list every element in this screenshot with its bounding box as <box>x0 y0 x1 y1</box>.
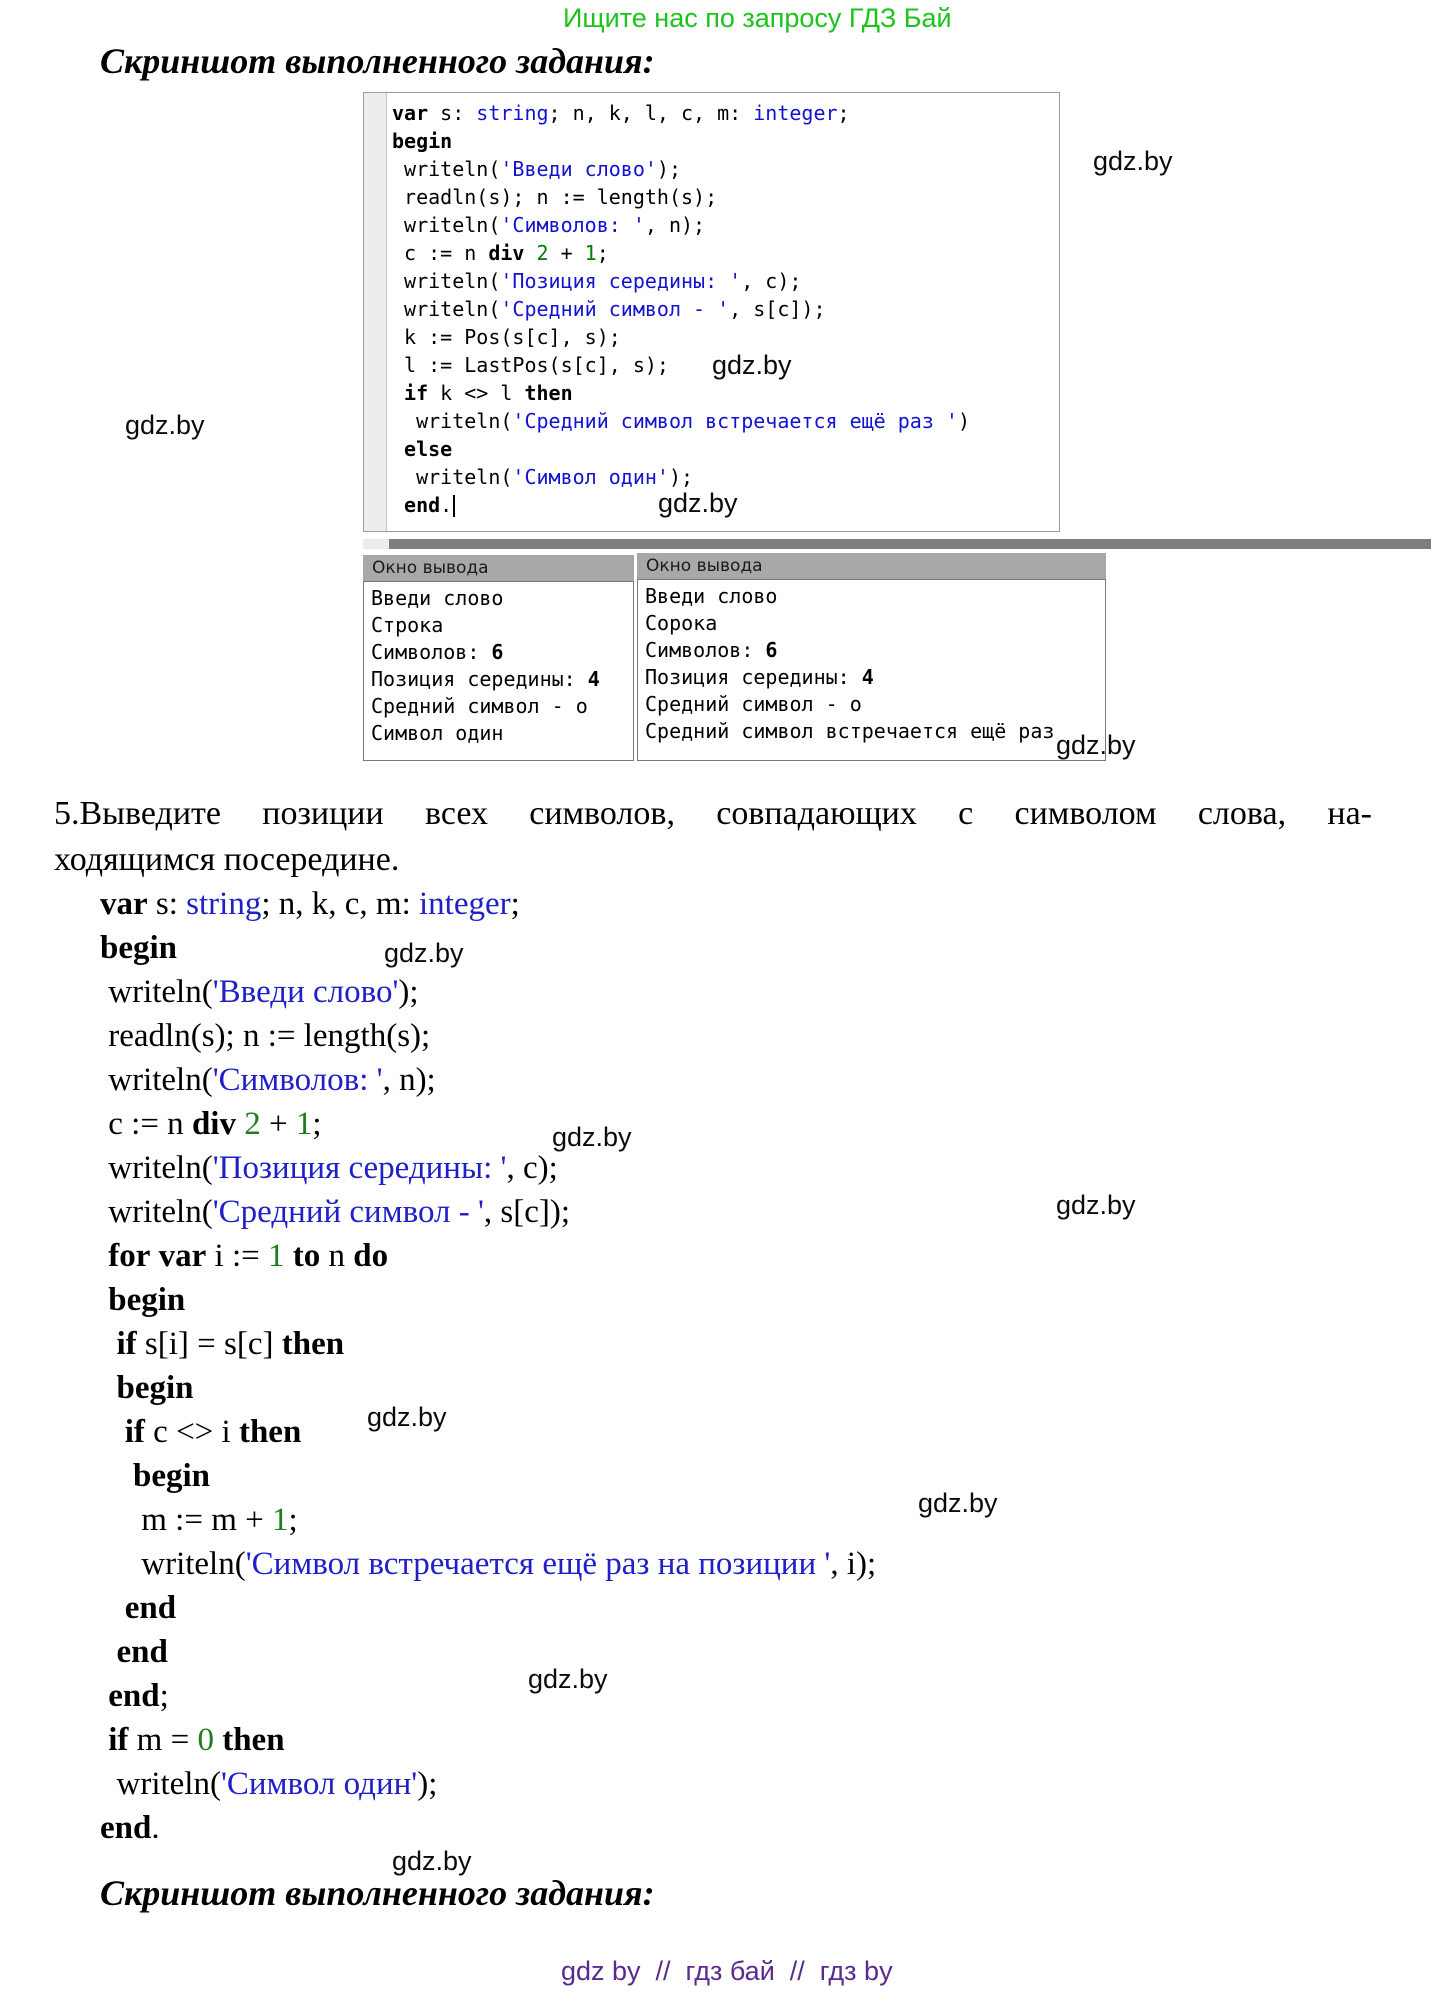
code-line: writeln('Символ один'); <box>100 1766 438 1802</box>
code-line: Средний символ - о <box>645 692 862 716</box>
code-line: Строка <box>371 613 444 637</box>
code-line: end. <box>392 491 1057 519</box>
horizontal-scrollbar-track[interactable] <box>363 539 1431 549</box>
code-line: readln(s); n := length(s); <box>100 1018 431 1054</box>
task-line-1: 5.Выведите позиции всех символов, совпадающих с символом слова, на- <box>54 795 1372 832</box>
gdz-watermark: gdz.by <box>1093 146 1173 176</box>
gdz-watermark: gdz.by <box>712 350 792 380</box>
code-line: Символ один <box>371 721 504 745</box>
horizontal-scrollbar-thumb[interactable] <box>389 539 1431 549</box>
text-cursor <box>453 495 455 517</box>
gdz-watermark: gdz.by <box>384 938 464 968</box>
code-line: writeln('Позиция середины: ', c); <box>100 1150 558 1186</box>
output-window-2-content <box>637 579 1106 761</box>
code-editor[interactable] <box>363 92 1060 532</box>
code-line: if c <> i then <box>124 1414 302 1450</box>
code-line: Введи слово <box>645 584 778 608</box>
output-window-1-content <box>363 581 634 761</box>
code-line: begin <box>108 1282 186 1318</box>
code-line: writeln('Символ один'); <box>392 465 694 489</box>
code-line: begin <box>133 1458 211 1494</box>
code-line: Введи слово <box>371 586 504 610</box>
code-line: end; <box>108 1678 169 1714</box>
code-line: m := m + 1; <box>100 1502 298 1538</box>
code-line: writeln('Введи слово'); <box>392 157 682 181</box>
code-line: c := n div 2 + 1; <box>100 1106 322 1142</box>
code-line: Позиция середины: 4 <box>645 665 874 689</box>
footer-text: gdz by // гдз бай // гдз by <box>561 1956 893 1986</box>
code-line: writeln('Позиция середины: ', c); <box>392 269 802 293</box>
code-line: for var i := 1 to n do <box>108 1238 389 1274</box>
gdz-watermark: gdz.by <box>367 1402 447 1432</box>
code-line: writeln('Символ встречается ещё раз на позиции ', i); <box>100 1546 877 1582</box>
code-line: var s: string; n, k, l, c, m: integer; <box>392 101 850 125</box>
code-line: end <box>116 1634 168 1670</box>
code-line: writeln('Символов: ', n); <box>100 1062 436 1098</box>
gdz-watermark: gdz.by <box>392 1846 472 1876</box>
code-line: Средний символ встречается ещё раз <box>645 719 1055 743</box>
code-line: end. <box>100 1810 160 1846</box>
gdz-watermark: gdz.by <box>658 488 738 518</box>
code-line: begin <box>100 930 178 966</box>
code-line: begin <box>116 1370 194 1406</box>
code-line: begin <box>392 129 453 153</box>
code-line: end <box>124 1590 177 1626</box>
code-line: writeln('Введи слово'); <box>100 974 419 1010</box>
code-line: writeln('Средний символ встречается ещё раз ') <box>392 409 970 433</box>
gdz-watermark: gdz.by <box>918 1488 998 1518</box>
gdz-watermark: gdz.by <box>528 1664 608 1694</box>
code-line: readln(s); n := length(s); <box>392 185 718 209</box>
code-line: if s[i] = s[c] then <box>116 1326 345 1362</box>
solution-code-listing <box>100 882 876 1850</box>
editor-code-area[interactable] <box>392 99 1057 529</box>
code-line: Символов: 6 <box>645 638 778 662</box>
gdz-watermark: gdz.by <box>552 1122 632 1152</box>
output-window-1-titlebar: Окно вывода <box>363 555 634 581</box>
code-line: if k <> l then <box>404 381 573 405</box>
code-line: Позиция середины: 4 <box>371 667 600 691</box>
code-line: else <box>404 437 453 461</box>
code-line: Средний символ - о <box>371 694 588 718</box>
output-window-2-titlebar: Окно вывода <box>637 553 1106 579</box>
editor-gutter <box>364 93 387 531</box>
code-line: writeln('Средний символ - ', s[c]); <box>392 297 826 321</box>
task-line-2: ходящимся посередине. <box>54 841 400 878</box>
code-line: k := Pos(s[c], s); <box>392 325 621 349</box>
gdz-watermark: gdz.by <box>1056 1190 1136 1220</box>
code-line: Символов: 6 <box>371 640 504 664</box>
code-line: c := n div 2 + 1; <box>392 241 609 265</box>
gdz-watermark: gdz.by <box>125 410 205 440</box>
code-line: if m = 0 then <box>108 1722 285 1758</box>
task-paragraph <box>54 791 1372 883</box>
code-line: Сорока <box>645 611 718 635</box>
screenshot-heading-bottom: Скриншот выполненного задания: <box>100 1873 655 1913</box>
code-line: writeln('Символов: ', n); <box>392 213 706 237</box>
promo-text: Ищите нас по запросу ГДЗ Бай <box>563 3 952 33</box>
screenshot-heading-top: Скриншот выполненного задания: <box>100 41 655 81</box>
code-line: writeln('Средний символ - ', s[c]); <box>100 1194 571 1230</box>
code-line: l := LastPos(s[c], s); <box>392 353 669 377</box>
gdz-watermark: gdz.by <box>1056 730 1136 760</box>
code-line: var s: string; n, k, c, m: integer; <box>100 886 520 922</box>
